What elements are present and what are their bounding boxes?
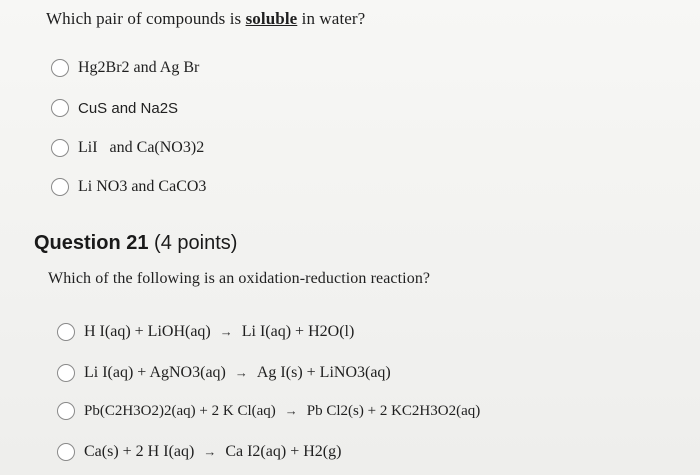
reactants: Ca(s) + 2 H I(aq) [84, 443, 195, 460]
radio-button-icon[interactable] [51, 178, 69, 196]
radio-button-icon[interactable] [51, 59, 69, 77]
arrow-icon: → [234, 365, 248, 380]
question-points: (4 points) [154, 232, 238, 254]
arrow-icon: → [284, 402, 298, 418]
q20-option-1-label: Hg2Br2 and Ag Br [78, 59, 200, 76]
products: Li I(aq) + H2O(l) [241, 323, 355, 340]
q20-option-3-label: LiI and Ca(NO3)2 [78, 139, 205, 156]
q21-option-1[interactable] [57, 323, 354, 341]
question-21-prompt: Which of the following is an oxidation-reduction reaction? [48, 270, 431, 287]
q21-option-2-label [84, 364, 391, 382]
radio-button-icon[interactable] [57, 402, 75, 420]
q21-option-3-label [84, 403, 480, 420]
q20-option-2-label: CuS and Na2S [78, 99, 179, 117]
q20-option-4-label: Li NO3 and CaCO3 [78, 178, 207, 195]
prompt-end: in water? [297, 9, 366, 28]
prompt-emphasis: soluble [245, 9, 298, 28]
q20-option-1[interactable] [51, 59, 199, 77]
radio-button-icon[interactable] [51, 139, 69, 157]
radio-button-icon[interactable] [57, 443, 75, 461]
question-21-title [34, 232, 237, 255]
q21-option-4-label [84, 443, 341, 461]
question-number: Question 21 [34, 232, 149, 254]
products: Pb Cl2(s) + 2 KC2H3O2(aq) [306, 402, 481, 419]
q20-option-4[interactable] [51, 178, 206, 196]
q21-option-4[interactable] [57, 443, 341, 461]
q21-option-3[interactable] [57, 402, 480, 420]
q21-option-1-label [84, 323, 354, 341]
radio-button-icon[interactable] [57, 323, 75, 341]
q21-option-2[interactable] [57, 364, 391, 382]
q20-option-3[interactable] [51, 139, 204, 157]
arrow-icon: → [203, 444, 217, 459]
prompt-start: Which pair of compounds is [46, 9, 246, 28]
reactants: Li I(aq) + AgNO3(aq) [84, 364, 226, 381]
arrow-icon: → [219, 324, 233, 339]
radio-button-icon[interactable] [57, 364, 75, 382]
reactants: H I(aq) + LiOH(aq) [84, 323, 211, 340]
radio-button-icon[interactable] [51, 99, 69, 117]
q20-option-2[interactable] [51, 99, 178, 117]
products: Ag I(s) + LiNO3(aq) [256, 364, 391, 381]
reactants: Pb(C2H3O2)2(aq) + 2 K Cl(aq) [84, 402, 276, 419]
question-20-prompt [46, 9, 365, 29]
products: Ca I2(aq) + H2(g) [225, 443, 342, 460]
